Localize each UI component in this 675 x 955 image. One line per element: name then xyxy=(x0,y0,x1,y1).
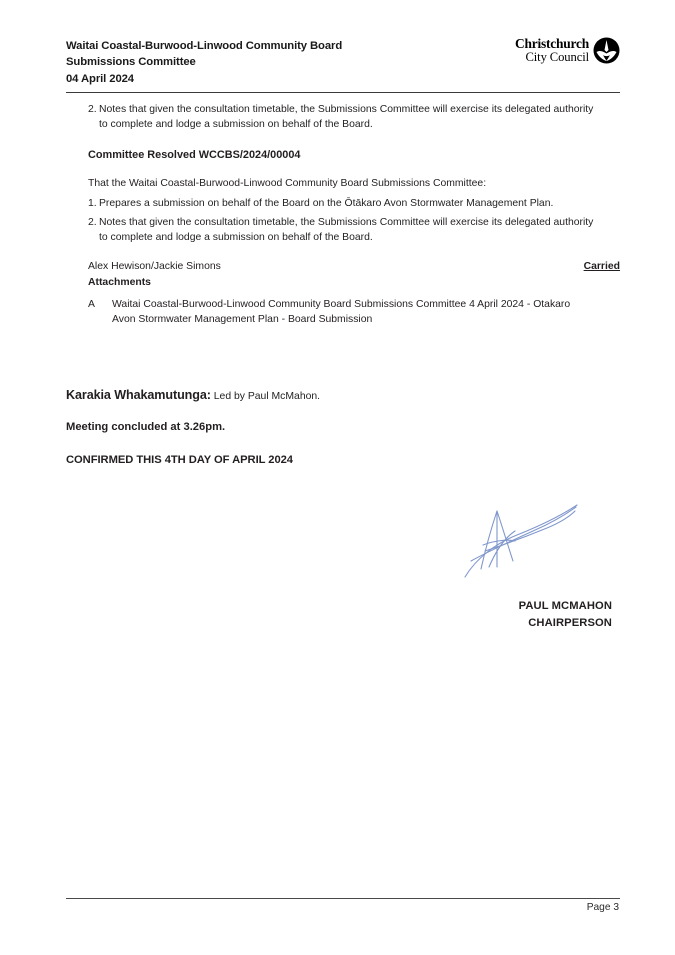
council-logo-line2: City Council xyxy=(525,49,589,64)
attachments-heading: Attachments xyxy=(88,277,151,289)
list-item-text: Prepares a submission on behalf of the Board on the Ōtākaro Avon Stormwater Management Plan. xyxy=(99,197,554,209)
meeting-concluded-text: Meeting concluded at 3.26pm. xyxy=(66,421,226,433)
council-logo-wordmark xyxy=(515,38,589,63)
header-committee-name: Submissions Committee xyxy=(66,56,196,69)
page-header xyxy=(66,38,620,87)
motion-outcome: Carried xyxy=(583,260,620,272)
signatory-name: PAUL MCMAHON xyxy=(518,600,612,612)
attachment-item xyxy=(88,297,620,328)
karakia-label: Karakia Whakamutunga: xyxy=(66,388,211,402)
signature-image xyxy=(455,495,585,585)
list-item-number: 2. xyxy=(88,217,97,229)
karakia-line xyxy=(66,388,320,402)
attachment-text: Waitai Coastal-Burwood-Linwood Community Board Submissions Committee 4 April 2024 - Otakaro Avon Stormwater Management Plan - Board Submission xyxy=(112,298,571,326)
attachment-letter: A xyxy=(88,298,95,310)
council-logo-line1: Christchurch xyxy=(515,36,589,51)
list-item-text: Notes that given the consultation timetable, the Submissions Committee will exercise its delegated authority to complete and lodge a submission on behalf of the Board. xyxy=(99,104,594,131)
list-item xyxy=(66,102,620,133)
page-number: Page 3 xyxy=(586,902,619,913)
council-emblem-icon xyxy=(593,37,620,64)
confirmation-text: CONFIRMED THIS 4TH DAY OF APRIL 2024 xyxy=(66,454,293,466)
header-board-name: Waitai Coastal-Burwood-Linwood Community Board xyxy=(66,40,343,52)
list-item xyxy=(66,196,620,211)
header-meeting-date: 04 April 2024 xyxy=(66,72,134,85)
header-title-block xyxy=(66,38,342,87)
resolution-heading: Committee Resolved WCCBS/2024/00004 xyxy=(88,148,301,161)
document-body xyxy=(66,98,620,327)
motion-movers: Alex Hewison/Jackie Simons xyxy=(88,260,221,272)
resolution-intro: That the Waitai Coastal-Burwood-Linwood Community Board Submissions Committee: xyxy=(88,178,487,190)
karakia-text: Led by Paul McMahon. xyxy=(210,391,321,402)
council-logo xyxy=(515,37,620,64)
motion-result-row xyxy=(88,259,620,274)
list-item-number: 2. xyxy=(88,104,97,115)
signatory-role: CHAIRPERSON xyxy=(528,617,612,629)
list-item xyxy=(66,215,620,246)
handwritten-signature-icon xyxy=(455,495,585,585)
list-item-text: Notes that given the consultation timetable, the Submissions Committee will exercise its delegated authority to complete and lodge a submission on behalf of the Board. xyxy=(99,217,594,244)
header-divider xyxy=(66,92,620,93)
list-item-number: 1. xyxy=(88,197,97,209)
footer-divider xyxy=(66,898,620,899)
signatory-block xyxy=(519,598,612,632)
